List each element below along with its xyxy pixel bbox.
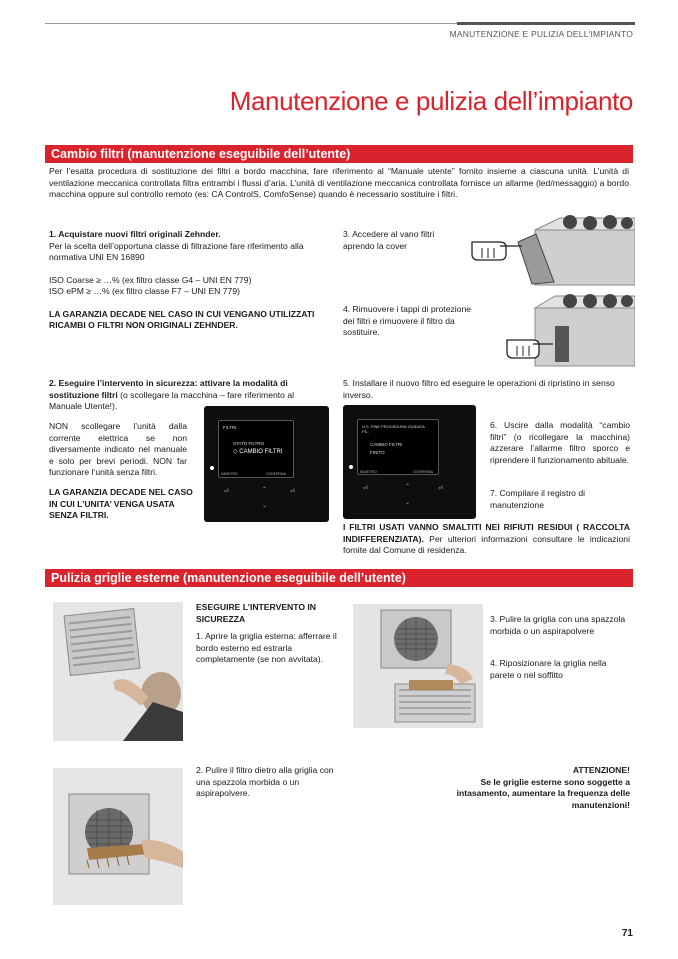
step2-note: NON scollegare l’unità dalla corrente elettrica se non diversamente indicato nel manuale e solo per brevi periodi. NON far funzionare l’unità senza filtri.	[49, 421, 187, 477]
back-icon-1: ⏎	[224, 489, 230, 495]
grilles-step1-block	[196, 602, 341, 666]
screen2-left: INDIETRO	[360, 470, 377, 474]
filters-section-heading: Cambio filtri (manutenzione eseguibile dell’utente)	[45, 145, 633, 163]
page-number: 71	[621, 928, 633, 939]
filters-step3: 3. Accedere al vano filtri aprendo la cover	[343, 229, 435, 251]
filters-step7: 7. Compilare il registro di manutenzione	[490, 488, 586, 510]
photo-clean-filter	[53, 768, 183, 905]
step2-rest: (o scollegare la macchina – fare riferimento al Manuale Utente!).	[49, 389, 295, 411]
warranty-note-2: LA GARANZIA DECADE NEL CASO IN CUI L’UNITA’ VENGA USATA SENZA FILTRI.	[49, 487, 193, 520]
down-icon-2: ⌄	[405, 500, 411, 506]
screen1-line1: STATO FILTRO	[233, 441, 265, 446]
filters-step4: 4. Rimuovere i tappi di protezione dei filtri e rimuovere il filtro da sostituire.	[343, 304, 472, 337]
iso-epm: ISO ePM ≥ …% (ex filtro classe F7 – UNI EN 779)	[49, 286, 240, 296]
page-title: Manutenzione e pulizia dell’impianto	[229, 86, 633, 116]
open-cover-illustration	[470, 212, 635, 292]
filters-step6: 6. Uscire dalla modalità “cambio filtri” (o ricollegare la macchina) azzerare l’allarme filtro sporco e riprendere il funzionamento abituale.	[490, 420, 630, 465]
photo-clean-grille	[353, 604, 483, 728]
control-panel-2	[343, 405, 476, 519]
filters-intro: Per l’esatta procedura di sostituzione dei filtri a bordo macchina, fare riferimento al “Manuale utente” fornito insieme a ciascuna unità. L’unità di ventilazione meccanica controllata filtra entrambi i flussi d’aria. L’unità di ventilazione meccanica controllata fornisce un allarme (led/messaggio) a bordo macchina oppure sul controllo remoto (es: CA ControlS, ComfoSense) quando è necessario sostituire i filtri.	[49, 166, 629, 199]
section-label: MANUTENZIONE E PULIZIA DELL'IMPIANTO	[449, 29, 633, 39]
grilles-section-heading: Pulizia griglie esterne (manutenzione eseguibile dell’utente)	[45, 569, 633, 587]
screen2-right: CONFERMA	[413, 470, 434, 474]
screen2-line2: FINITO	[370, 450, 385, 455]
remove-filter-illustration	[505, 290, 635, 372]
grilles-step4: 4. Riposizionare la griglia nella parete o nel soffitto	[490, 658, 607, 680]
panel-screen-1	[218, 420, 294, 478]
warranty-note-1: LA GARANZIA DECADE NEL CASO IN CUI VENGANO UTILIZZATI RICAMBI O FILTRI NON ORIGINALI ZEHNDER.	[49, 308, 315, 330]
back-icon-2: ⏎	[363, 486, 369, 492]
step1-text: Per la scelta dell’opportuna classe di filtrazione fare riferimento alla normativa UNI EN 16890	[49, 240, 304, 262]
control-panel-1	[204, 406, 329, 522]
step1-title: 1. Acquistare nuovi filtri originali Zehnder.	[49, 229, 221, 239]
disposal-bold: I FILTRI USATI VANNO SMALTITI NEI RIFIUTI RESIDUI ( RACCOLTA INDIFFERENZIATA).	[343, 522, 630, 544]
filters-step5: 5. Installare il nuovo filtro ed eseguire le operazioni di ripristino in senso inverso.	[343, 378, 615, 400]
screen2-line1: CAMBIO FILTRI	[370, 442, 403, 447]
attention-title: ATTENZIONE!	[572, 765, 630, 775]
disposal-rest: Per ulteriori informazioni consultare le indicazioni fornite dal Comune di residenza.	[343, 533, 630, 555]
up-icon-1: ⌃	[262, 487, 268, 493]
header-rule	[45, 23, 457, 24]
confirm-icon-1: ⏎	[290, 489, 296, 495]
disposal-note	[343, 522, 630, 557]
grilles-step1: 1. Aprire la griglia esterna: afferrare il bordo esterno ed estrarla completamente (se non avvitata).	[196, 631, 337, 664]
down-icon-1: ⌄	[262, 503, 268, 509]
confirm-icon-2: ⏎	[438, 486, 444, 492]
screen1-line2: ◇ CAMBIO FILTRI	[233, 449, 283, 455]
screen2-top: U.S. FINE PROCEDURA GUIDATA FIL.	[362, 424, 425, 434]
filters-step1	[49, 229, 329, 332]
header-rule-accent	[457, 22, 635, 25]
attention-text: Se le griglie esterne sono soggette a intasamento, aumentare la frequenza delle manutenzioni!	[456, 776, 630, 810]
screen1-top: FILTRI	[223, 425, 237, 430]
photo-remove-grille	[53, 602, 183, 741]
step2-title: 2. Eseguire l’intervento in sicurezza: attivare la modalità di sostituzione filtri	[49, 378, 288, 400]
screen1-right: CONFERMA	[266, 472, 287, 476]
status-led-2	[349, 465, 353, 469]
screen1-left: INDIETRO	[221, 472, 238, 476]
attention-note	[440, 765, 630, 811]
grilles-step2: 2. Pulire il filtro dietro alla griglia con una spazzola morbida o un aspirapolvere.	[196, 765, 334, 798]
up-icon-2: ⌃	[405, 484, 411, 490]
iso-coarse: ISO Coarse ≥ …% (ex filtro classe G4 – UNI EN 779)	[49, 274, 252, 285]
panel-screen-2	[357, 419, 439, 475]
grilles-step3: 3. Pulire la griglia con una spazzola morbida o un aspirapolvere	[490, 614, 626, 636]
safety-note: ESEGUIRE L’INTERVENTO IN SICUREZZA	[196, 602, 317, 624]
status-led-1	[210, 466, 214, 470]
